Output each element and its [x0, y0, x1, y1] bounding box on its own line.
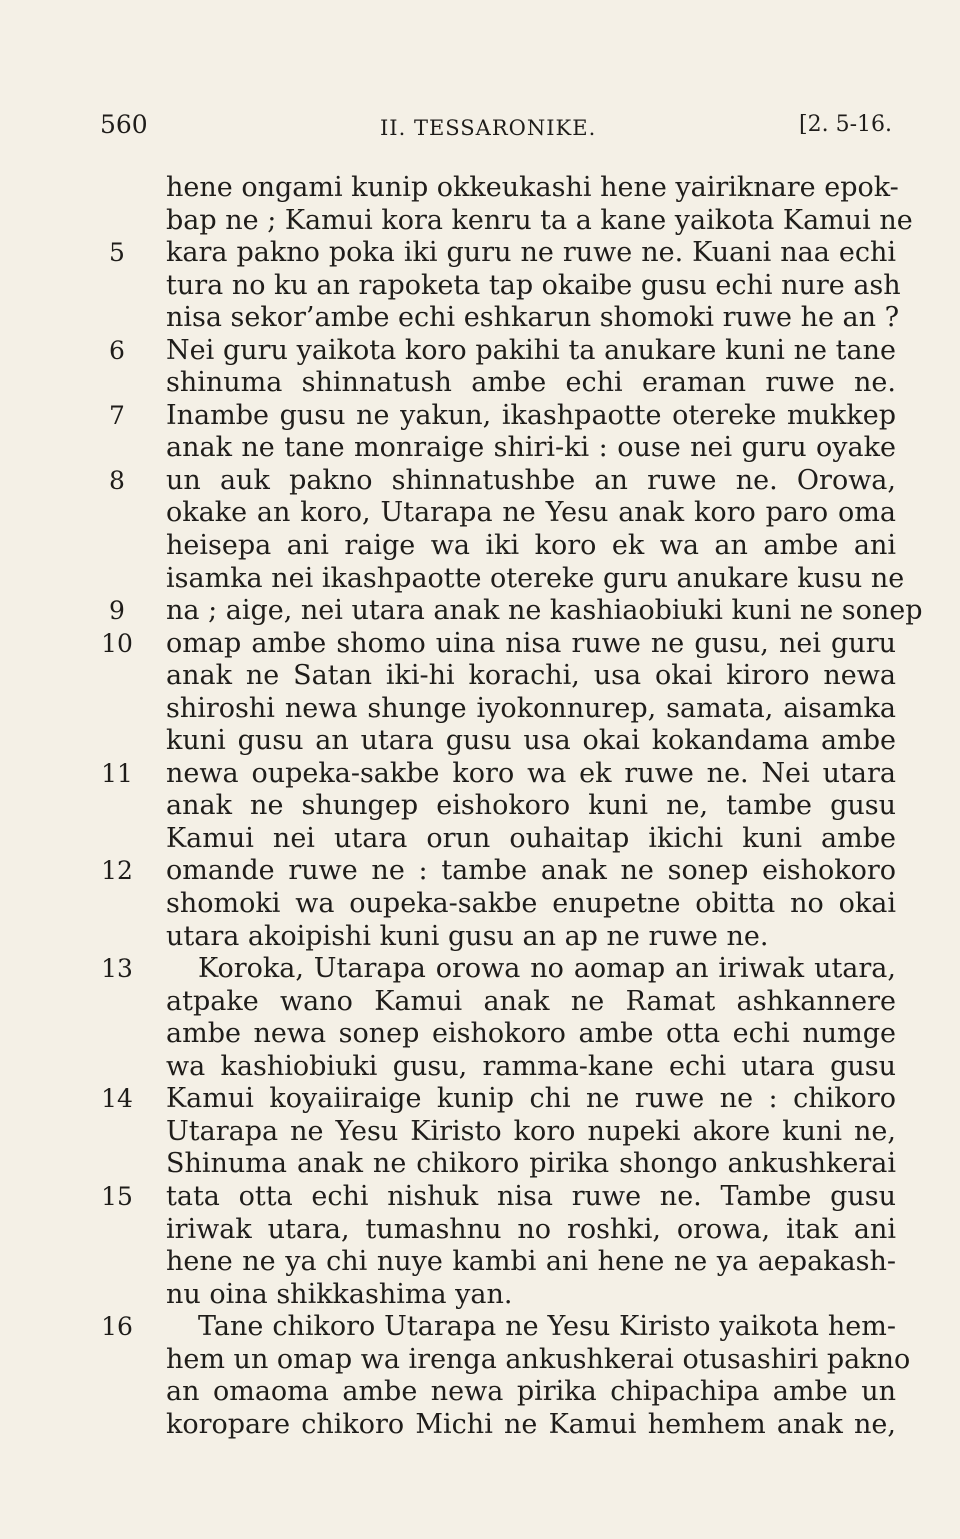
line-text: Tane chikoro Utarapa ne Yesu Kiristo yaikota hem-	[198, 1311, 896, 1343]
verse-number: 15	[101, 1181, 133, 1211]
text-line	[96, 497, 896, 530]
line-text: tata otta echi nishuk nisa ruwe ne. Tambe gusu	[166, 1180, 896, 1212]
line-text: shinuma shinnatush ambe echi eraman ruwe ne.	[166, 367, 896, 399]
line-text: hem un omap wa irenga ankushkerai otusashiri pakno	[166, 1343, 911, 1375]
text-line	[96, 595, 923, 628]
line-text: omande ruwe ne : tambe anak ne sonep eishokoro	[166, 855, 896, 887]
line-text: tura no ku an rapoketa tap okaibe gusu echi nure ash	[166, 269, 901, 301]
page-number: 560	[100, 110, 148, 139]
text-line	[96, 693, 896, 726]
text-line	[96, 237, 896, 270]
text-line	[96, 1083, 896, 1116]
line-text: atpake wano Kamui anak ne Ramat ashkannere	[166, 985, 896, 1017]
verse-number: 10	[101, 628, 133, 658]
text-line	[96, 172, 899, 205]
text-line	[96, 1181, 896, 1214]
line-text: anak ne shungep eishokoro kuni ne, tambe gusu	[166, 790, 896, 822]
text-line	[96, 302, 900, 335]
line-text: an omaoma ambe newa pirika chipachipa ambe un	[166, 1376, 896, 1408]
body-text	[96, 172, 923, 1441]
text-line	[96, 1279, 896, 1312]
text-line	[96, 1376, 896, 1409]
text-line	[96, 660, 896, 693]
verse-number: 11	[101, 758, 133, 788]
line-text: Shinuma anak ne chikoro pirika shongo ankushkerai	[166, 1148, 896, 1180]
line-text: Koroka, Utarapa orowa no aomap an iriwak utara,	[198, 953, 896, 985]
line-text: utara akoipishi kuni gusu an ap ne ruwe ne.	[166, 920, 769, 952]
line-text: na ; aige, nei utara anak ne kashiaobiuki kuni ne sonep	[166, 595, 923, 627]
text-line	[96, 986, 896, 1019]
running-title: II. TESSARONIKE.	[380, 116, 597, 140]
line-text: Kamui koyaiiraige kunip chi ne ruwe ne : chikoro	[166, 1083, 896, 1115]
line-text: wa kashiobiuki gusu, ramma-kane echi utara gusu	[166, 1050, 896, 1082]
line-text: newa oupeka-sakbe koro wa ek ruwe ne. Nei utara	[166, 757, 896, 789]
line-text: Kamui nei utara orun ouhaitap ikichi kuni ambe	[166, 822, 896, 854]
text-line	[96, 269, 901, 303]
text-line	[96, 204, 913, 238]
line-text: Nei guru yaikota koro pakihi ta anukare kuni ne tane	[166, 334, 896, 366]
text-line	[96, 1409, 896, 1442]
line-text: iriwak utara, tumashnu no roshki, orowa, itak ani	[166, 1213, 896, 1245]
text-line	[96, 562, 905, 596]
line-text: koropare chikoro Michi ne Kamui hemhem anak ne,	[166, 1408, 896, 1440]
section-reference: [2. 5-16.	[799, 112, 892, 137]
text-line	[96, 758, 896, 791]
page-header	[100, 110, 892, 144]
text-line	[96, 432, 896, 465]
verse-number: 5	[109, 238, 125, 268]
text-line	[96, 953, 896, 986]
verse-number: 8	[109, 465, 125, 495]
verse-number: 7	[109, 400, 125, 430]
line-text: hene ne ya chi nuye kambi ani hene ne ya aepakash-	[166, 1246, 896, 1278]
text-line	[96, 1051, 896, 1084]
verse-number: 12	[101, 856, 133, 886]
line-text: ambe newa sonep eishokoro ambe otta echi numge	[166, 1018, 896, 1050]
line-text: shiroshi newa shunge iyokonnurep, samata, aisamka	[166, 692, 896, 724]
verse-number: 16	[101, 1312, 133, 1342]
verse-number: 9	[109, 596, 125, 626]
line-text: isamka nei ikashpaotte otereke guru anukare kusu ne	[166, 562, 905, 594]
line-text: hene ongami kunip okkeukashi hene yairiknare epok-	[166, 172, 899, 203]
text-line	[96, 790, 896, 823]
line-text: omap ambe shomo uina nisa ruwe ne gusu, nei guru	[166, 627, 896, 659]
text-line	[96, 725, 896, 758]
line-text: Utarapa ne Yesu Kiristo koro nupeki akore kuni ne,	[166, 1115, 896, 1147]
text-line	[96, 1311, 896, 1344]
line-text: nu oina shikkashima yan.	[166, 1278, 513, 1310]
line-text: un auk pakno shinnatushbe an ruwe ne. Orowa,	[166, 464, 896, 496]
text-line	[96, 628, 896, 661]
line-text: kara pakno poka iki guru ne ruwe ne. Kuani naa echi	[166, 237, 896, 269]
text-line	[96, 1214, 896, 1247]
verse-number: 14	[101, 1084, 133, 1114]
text-line	[96, 530, 896, 563]
line-text: heisepa ani raige wa iki koro ek wa an ambe ani	[166, 530, 896, 562]
line-text: kuni gusu an utara gusu usa okai kokandama ambe	[166, 725, 896, 757]
line-text: bap ne ; Kamui kora kenru ta a kane yaikota Kamui ne	[166, 204, 913, 236]
text-line	[96, 1018, 896, 1051]
text-line	[96, 400, 896, 433]
text-line	[96, 465, 896, 498]
line-text: okake an koro, Utarapa ne Yesu anak koro paro oma	[166, 497, 896, 529]
text-line	[96, 335, 896, 368]
text-line	[96, 888, 896, 921]
verse-number: 13	[101, 954, 133, 984]
text-line	[96, 1116, 896, 1149]
line-text: anak ne tane monraige shiri-ki : ouse nei guru oyake	[166, 432, 896, 464]
line-text: Inambe gusu ne yakun, ikashpaotte otereke mukkep	[166, 399, 896, 431]
text-line	[96, 1343, 911, 1377]
line-text: shomoki wa oupeka-sakbe enupetne obitta no okai	[166, 888, 896, 920]
text-line	[96, 1246, 896, 1279]
verse-number: 6	[109, 335, 125, 365]
text-line	[96, 367, 896, 400]
line-text: nisa sekor’ambe echi eshkarun shomoki ruwe he an ?	[166, 302, 900, 334]
text-line	[96, 1148, 896, 1181]
text-line	[96, 823, 896, 856]
line-text: anak ne Satan iki-hi korachi, usa okai kiroro newa	[166, 660, 896, 692]
text-line	[96, 921, 896, 954]
text-line	[96, 855, 896, 888]
